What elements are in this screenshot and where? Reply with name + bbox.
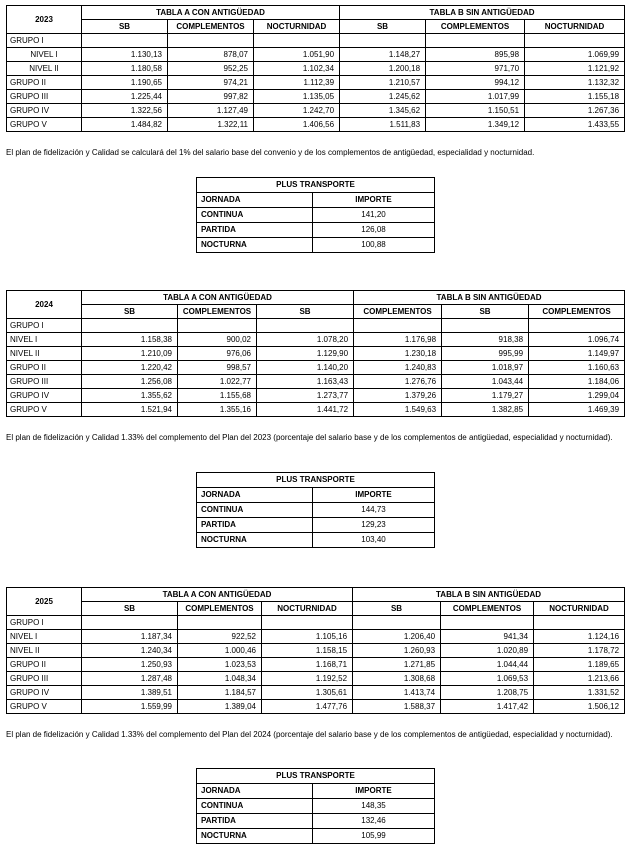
cell: 1.069,99	[525, 48, 625, 62]
plus-title: PLUS TRANSPORTE	[197, 769, 435, 784]
row-label: GRUPO II	[7, 76, 82, 90]
table-row	[7, 319, 625, 333]
table-row	[7, 48, 625, 62]
cell: 1.051,90	[254, 48, 340, 62]
cell	[82, 34, 168, 48]
jornada: CONTINUA	[197, 208, 313, 223]
cell	[262, 616, 353, 630]
column-header: COMPLEMENTOS	[168, 20, 254, 34]
cell: 1.588,37	[353, 700, 441, 714]
cell: 1.176,98	[354, 333, 442, 347]
row-label: NIVEL II	[7, 644, 82, 658]
cell: 1.150,51	[426, 104, 525, 118]
table-b-title: TABLA B SIN ANTIGÜEDAD	[353, 588, 625, 602]
cell	[178, 616, 262, 630]
cell: 1.149,97	[529, 347, 625, 361]
salary-table-2025	[6, 587, 625, 714]
cell: 1.140,20	[257, 361, 354, 375]
row-label: GRUPO V	[7, 403, 82, 417]
table-row	[7, 333, 625, 347]
cell	[442, 319, 529, 333]
plan-note: El plan de fidelización y Calidad 1.33% del complemento del Plan del 2024 (porcentaje del salario base y de los complementos de antigüedad, especialidad y nocturnidad).	[6, 730, 613, 739]
cell: 1.299,04	[529, 389, 625, 403]
table-row	[197, 518, 435, 533]
cell	[354, 319, 442, 333]
jornada: NOCTURNA	[197, 238, 313, 253]
cell: 1.308,68	[353, 672, 441, 686]
cell: 1.240,34	[82, 644, 178, 658]
col-jornada: JORNADA	[197, 488, 313, 503]
row-label: GRUPO I	[7, 34, 82, 48]
table-row	[197, 814, 435, 829]
cell: 1.225,44	[82, 90, 168, 104]
cell: 1.305,61	[262, 686, 353, 700]
cell: 1.245,62	[340, 90, 426, 104]
cell: 941,34	[441, 630, 534, 644]
table-row	[7, 672, 625, 686]
row-label: GRUPO I	[7, 616, 82, 630]
cell: 1.129,90	[257, 347, 354, 361]
cell: 1.102,34	[254, 62, 340, 76]
jornada: NOCTURNA	[197, 533, 313, 548]
row-label: GRUPO II	[7, 361, 82, 375]
year-label: 2024	[7, 291, 82, 319]
importe: 126,08	[313, 223, 435, 238]
cell: 1.190,65	[82, 76, 168, 90]
cell: 998,57	[178, 361, 257, 375]
cell: 1.549,63	[354, 403, 442, 417]
cell: 1.160,63	[529, 361, 625, 375]
cell	[441, 616, 534, 630]
cell: 900,02	[178, 333, 257, 347]
column-header: SB	[340, 20, 426, 34]
jornada: CONTINUA	[197, 799, 313, 814]
cell	[534, 616, 625, 630]
cell: 1.130,13	[82, 48, 168, 62]
column-header: COMPLEMENTOS	[426, 20, 525, 34]
cell: 1.022,77	[178, 375, 257, 389]
row-label: NIVEL II	[7, 347, 82, 361]
cell: 1.287,48	[82, 672, 178, 686]
cell: 1.477,76	[262, 700, 353, 714]
row-label: NIVEL I	[7, 630, 82, 644]
column-header: COMPLEMENTOS	[354, 305, 442, 319]
row-label: GRUPO IV	[7, 389, 82, 403]
cell: 952,25	[168, 62, 254, 76]
cell: 1.230,18	[354, 347, 442, 361]
cell: 1.155,68	[178, 389, 257, 403]
salary-table-2023	[6, 5, 625, 132]
cell: 1.148,27	[340, 48, 426, 62]
cell: 1.158,15	[262, 644, 353, 658]
cell: 895,98	[426, 48, 525, 62]
table-row	[7, 90, 625, 104]
column-header: SB	[82, 305, 178, 319]
importe: 132,46	[313, 814, 435, 829]
cell: 1.112,39	[254, 76, 340, 90]
table-a-title: TABLA A CON ANTIGÜEDAD	[82, 588, 353, 602]
cell: 1.417,42	[441, 700, 534, 714]
plus-title: PLUS TRANSPORTE	[197, 178, 435, 193]
cell: 1.168,71	[262, 658, 353, 672]
col-importe: IMPORTE	[313, 488, 435, 503]
table-row	[197, 208, 435, 223]
row-label: GRUPO III	[7, 672, 82, 686]
cell: 1.506,12	[534, 700, 625, 714]
cell: 1.184,06	[529, 375, 625, 389]
cell: 1.124,16	[534, 630, 625, 644]
cell: 918,38	[442, 333, 529, 347]
row-label: GRUPO V	[7, 118, 82, 132]
jornada: PARTIDA	[197, 814, 313, 829]
cell: 1.020,89	[441, 644, 534, 658]
table-row	[7, 76, 625, 90]
row-label: GRUPO IV	[7, 104, 82, 118]
column-header: SB	[257, 305, 354, 319]
table-a-title: TABLA A CON ANTIGÜEDAD	[82, 6, 340, 20]
table-row	[197, 503, 435, 518]
year-label: 2023	[7, 6, 82, 34]
col-importe: IMPORTE	[313, 784, 435, 799]
table-b-title: TABLA B SIN ANTIGÜEDAD	[340, 6, 625, 20]
cell: 1.349,12	[426, 118, 525, 132]
table-a-title: TABLA A CON ANTIGÜEDAD	[82, 291, 354, 305]
cell: 1.178,72	[534, 644, 625, 658]
cell: 1.406,56	[254, 118, 340, 132]
table-row	[197, 799, 435, 814]
cell: 1.242,70	[254, 104, 340, 118]
cell: 1.267,36	[525, 104, 625, 118]
cell	[168, 34, 254, 48]
cell: 1.163,43	[257, 375, 354, 389]
cell	[426, 34, 525, 48]
cell: 1.389,51	[82, 686, 178, 700]
column-header: NOCTURNIDAD	[254, 20, 340, 34]
cell: 1.240,83	[354, 361, 442, 375]
row-label: GRUPO II	[7, 658, 82, 672]
table-row	[197, 223, 435, 238]
cell: 1.192,52	[262, 672, 353, 686]
table-row	[7, 700, 625, 714]
cell	[82, 319, 178, 333]
cell: 1.179,27	[442, 389, 529, 403]
column-header: NOCTURNIDAD	[262, 602, 353, 616]
cell	[82, 616, 178, 630]
cell: 1.069,53	[441, 672, 534, 686]
cell: 1.379,26	[354, 389, 442, 403]
plan-note: El plan de fidelización y Calidad se calculará del 1% del salario base del convenio y de los complementos de antigüedad, especialidad y nocturnidad.	[6, 148, 535, 157]
cell: 1.213,66	[534, 672, 625, 686]
cell	[257, 319, 354, 333]
column-header: SB	[82, 602, 178, 616]
cell: 1.355,62	[82, 389, 178, 403]
cell: 1.184,57	[178, 686, 262, 700]
plus-transporte-table	[196, 768, 435, 844]
cell: 1.023,53	[178, 658, 262, 672]
jornada: PARTIDA	[197, 223, 313, 238]
cell: 1.322,11	[168, 118, 254, 132]
plan-note: El plan de fidelización y Calidad 1.33% del complemento del Plan del 2023 (porcentaje del salario base y de los complementos de antigüedad, especialidad y nocturnidad).	[6, 433, 613, 442]
cell: 1.441,72	[257, 403, 354, 417]
cell: 1.433,55	[525, 118, 625, 132]
cell: 1.511,83	[340, 118, 426, 132]
cell: 1.018,97	[442, 361, 529, 375]
cell: 1.155,18	[525, 90, 625, 104]
column-header: COMPLEMENTOS	[178, 602, 262, 616]
cell: 1.121,92	[525, 62, 625, 76]
importe: 129,23	[313, 518, 435, 533]
table-row	[7, 644, 625, 658]
cell: 1.127,49	[168, 104, 254, 118]
cell	[525, 34, 625, 48]
cell: 1.256,08	[82, 375, 178, 389]
cell: 1.382,85	[442, 403, 529, 417]
row-label: GRUPO V	[7, 700, 82, 714]
cell: 1.484,82	[82, 118, 168, 132]
cell: 1.210,57	[340, 76, 426, 90]
col-jornada: JORNADA	[197, 784, 313, 799]
table-row	[7, 62, 625, 76]
column-header: NOCTURNIDAD	[534, 602, 625, 616]
cell: 1.187,34	[82, 630, 178, 644]
table-row	[7, 118, 625, 132]
table-row	[197, 238, 435, 253]
table-row	[197, 829, 435, 844]
cell: 1.271,85	[353, 658, 441, 672]
row-label: GRUPO III	[7, 375, 82, 389]
cell	[178, 319, 257, 333]
cell	[529, 319, 625, 333]
cell: 994,12	[426, 76, 525, 90]
cell: 1.189,65	[534, 658, 625, 672]
cell	[340, 34, 426, 48]
table-row	[197, 533, 435, 548]
table-row	[7, 616, 625, 630]
col-jornada: JORNADA	[197, 193, 313, 208]
cell: 1.322,56	[82, 104, 168, 118]
salary-table-2024	[6, 290, 625, 417]
cell: 1.559,99	[82, 700, 178, 714]
year-label: 2025	[7, 588, 82, 616]
column-header: COMPLEMENTOS	[529, 305, 625, 319]
importe: 103,40	[313, 533, 435, 548]
cell: 1.276,76	[354, 375, 442, 389]
table-row	[7, 389, 625, 403]
cell: 922,52	[178, 630, 262, 644]
cell: 976,06	[178, 347, 257, 361]
cell: 1.135,05	[254, 90, 340, 104]
cell	[353, 616, 441, 630]
table-row	[7, 34, 625, 48]
cell: 1.200,18	[340, 62, 426, 76]
cell: 1.208,75	[441, 686, 534, 700]
cell: 1.469,39	[529, 403, 625, 417]
cell: 1.220,42	[82, 361, 178, 375]
cell: 997,82	[168, 90, 254, 104]
row-label: NIVEL II	[7, 62, 82, 76]
cell: 1.250,93	[82, 658, 178, 672]
cell: 1.043,44	[442, 375, 529, 389]
table-row	[7, 347, 625, 361]
jornada: PARTIDA	[197, 518, 313, 533]
cell	[254, 34, 340, 48]
cell: 1.017,99	[426, 90, 525, 104]
cell: 1.078,20	[257, 333, 354, 347]
cell: 974,21	[168, 76, 254, 90]
cell: 1.331,52	[534, 686, 625, 700]
table-row	[7, 403, 625, 417]
row-label: GRUPO IV	[7, 686, 82, 700]
table-row	[7, 686, 625, 700]
importe: 141,20	[313, 208, 435, 223]
cell: 878,07	[168, 48, 254, 62]
cell: 995,99	[442, 347, 529, 361]
cell: 1.355,16	[178, 403, 257, 417]
col-importe: IMPORTE	[313, 193, 435, 208]
table-row	[7, 658, 625, 672]
cell: 971,70	[426, 62, 525, 76]
plus-transporte-table	[196, 472, 435, 548]
cell: 1.206,40	[353, 630, 441, 644]
column-header: SB	[353, 602, 441, 616]
cell: 1.345,62	[340, 104, 426, 118]
row-label: GRUPO I	[7, 319, 82, 333]
importe: 144,73	[313, 503, 435, 518]
table-row	[7, 630, 625, 644]
cell: 1.105,16	[262, 630, 353, 644]
importe: 100,88	[313, 238, 435, 253]
row-label: NIVEL I	[7, 333, 82, 347]
cell: 1.044,44	[441, 658, 534, 672]
jornada: NOCTURNA	[197, 829, 313, 844]
plus-transporte-table	[196, 177, 435, 253]
column-header: COMPLEMENTOS	[178, 305, 257, 319]
table-row	[7, 104, 625, 118]
row-label: NIVEL I	[7, 48, 82, 62]
column-header: SB	[442, 305, 529, 319]
table-b-title: TABLA B SIN ANTIGÜEDAD	[354, 291, 625, 305]
table-row	[7, 375, 625, 389]
column-header: SB	[82, 20, 168, 34]
column-header: COMPLEMENTOS	[441, 602, 534, 616]
row-label: GRUPO III	[7, 90, 82, 104]
jornada: CONTINUA	[197, 503, 313, 518]
cell: 1.096,74	[529, 333, 625, 347]
plus-title: PLUS TRANSPORTE	[197, 473, 435, 488]
cell: 1.158,38	[82, 333, 178, 347]
cell: 1.180,58	[82, 62, 168, 76]
cell: 1.521,94	[82, 403, 178, 417]
cell: 1.413,74	[353, 686, 441, 700]
cell: 1.132,32	[525, 76, 625, 90]
importe: 148,35	[313, 799, 435, 814]
column-header: NOCTURNIDAD	[525, 20, 625, 34]
table-row	[7, 361, 625, 375]
cell: 1.389,04	[178, 700, 262, 714]
cell: 1.210,09	[82, 347, 178, 361]
cell: 1.048,34	[178, 672, 262, 686]
cell: 1.260,93	[353, 644, 441, 658]
importe: 105,99	[313, 829, 435, 844]
cell: 1.273,77	[257, 389, 354, 403]
cell: 1.000,46	[178, 644, 262, 658]
